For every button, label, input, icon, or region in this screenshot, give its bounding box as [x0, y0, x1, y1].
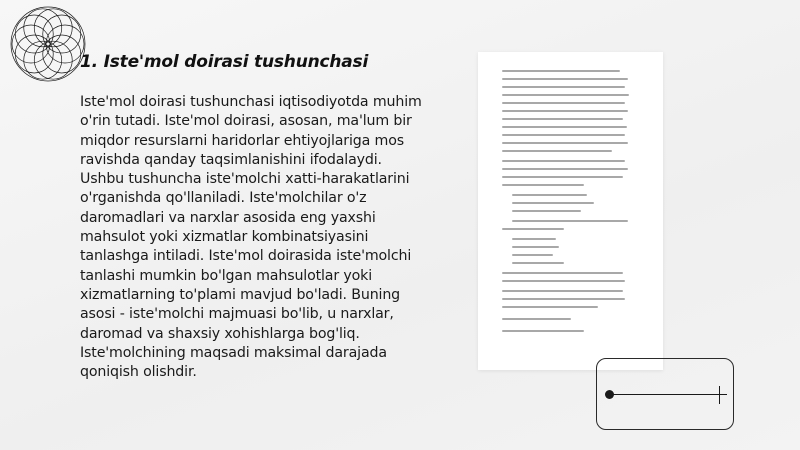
document-text-line: [502, 118, 623, 120]
document-text-line: [502, 126, 627, 128]
document-page-thumbnail: [478, 52, 663, 370]
rosette-outer-circle: [11, 7, 85, 81]
document-text-line: [502, 86, 625, 88]
document-text-line: [512, 238, 556, 240]
slide-title: 1. Iste'mol doirasi tushunchasi: [80, 52, 369, 72]
document-text-line: [502, 318, 571, 320]
timeline-line: [609, 394, 721, 395]
document-text-line: [512, 262, 564, 264]
document-text-line: [502, 110, 628, 112]
circle-rosette-icon: [8, 4, 88, 84]
document-text-line: [502, 102, 625, 104]
document-text-line: [502, 168, 628, 170]
document-text-line: [502, 142, 628, 144]
document-text-line: [502, 134, 625, 136]
document-text-line: [502, 290, 623, 292]
document-text-line: [512, 210, 581, 212]
document-text-line: [502, 150, 612, 152]
document-text-line: [502, 176, 623, 178]
document-text-line: [512, 194, 587, 196]
slide-body-text: Iste'mol doirasi tushunchasi iqtisodiyotda muhim o'rin tutadi. Iste'mol doirasi, asosan, ma'lum bir miqdor resurslarni haridorlar ehtiyojlariga mos ravishda qanday taqsimlanishini ifodalaydi. Ushbu tushuncha iste'molchi xatti-harakatlarini o'rganishda qo'llaniladi. Iste'molchilar o'z daromadlari va narxlar asosida eng yaxshi mahsulot yoki xizmatlar kombinatsiyasini tanlashga intiladi. Iste'mol doirasida iste'molchi tanlashi mumkin bo'lgan mahsulotlar yoki xizmatlarning to'plami mavjud bo'ladi. Buning asosi - iste'molchi majmuasi bo'lib, u narxlar, daromad va shaxsiy xohishlarga bog'liq. Iste'molchining maqsadi maksimal darajada qoniqish olishdir.: [80, 94, 422, 381]
document-text-line: [502, 272, 623, 274]
timeline-end-cross: [713, 386, 727, 404]
document-text-line: [502, 78, 628, 80]
document-text-line: [502, 306, 598, 308]
document-text-line: [512, 246, 559, 248]
timeline-start-dot: [605, 390, 614, 399]
document-text-line: [502, 298, 625, 300]
document-text-line: [502, 94, 629, 96]
document-text-line: [502, 184, 584, 186]
document-text-line: [512, 220, 628, 222]
document-text-line: [502, 70, 620, 72]
document-text-line: [502, 330, 584, 332]
document-text-line: [512, 202, 594, 204]
document-text-line: [502, 160, 625, 162]
document-text-line: [502, 280, 625, 282]
timeline-slider-icon: [596, 358, 734, 430]
document-text-line: [512, 254, 553, 256]
document-text-line: [502, 228, 564, 230]
